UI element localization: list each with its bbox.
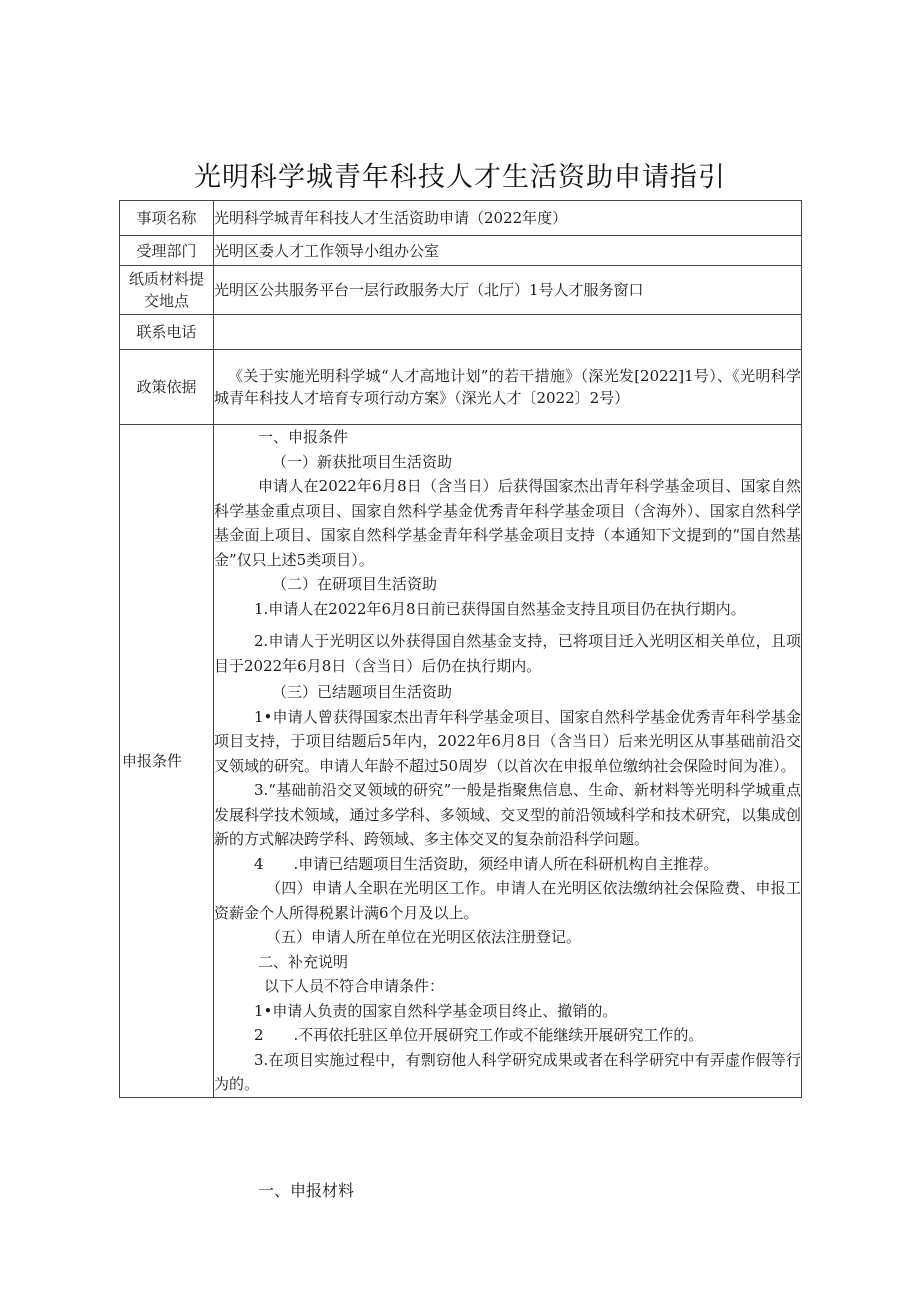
paragraph: （五）申请人所在单位在光明区依法注册登记。 (266, 928, 582, 946)
policy-value (214, 350, 802, 425)
paragraph: 3.“基础前沿交叉领域的研究”一般是指聚焦信息、生命、新材料等光明科学城重点发展科学技术领域，通过多学科、多领域、交叉型的前沿领域科学和技术研究，以集成创新的方式解决跨学科、跨领域、多主体交叉的复杂前沿科学问题。 (214, 781, 801, 848)
paragraph: 申请人在2022年6月8日（含当日）后获得国家杰出青年科学基金项目、国家自然科学基金重点项目、国家自然科学基金优秀青年科学基金项目（含海外）、国家自然科学基金面上项目、国家自然科学基金青年科学基金项目支持（本通知下文提到的“国自然基金”仅只上述5类项目）。 (214, 477, 801, 569)
paragraph: 1•申请人曾获得国家杰出青年科学基金项目、国家自然科学基金优秀青年科学基金项目支持，于项目结题后5年内，2022年6月8日（含当日）后来光明区从事基础前沿交叉领域的研究。申请人年龄不超过50周岁（以首次在申报单位缴纳社会保险时间为准）。 (214, 707, 801, 775)
location-value: 光明区公共服务平台一层行政服务大厅（北厅）1号人才服务窗口 (214, 266, 802, 315)
paragraph: 2 .不再依托驻区单位开展研究工作或不能继续开展研究工作的。 (254, 1026, 704, 1044)
subsection-heading: （二）在研项目生活资助 (272, 575, 438, 593)
table-row (120, 236, 802, 266)
paragraph: 2.申请人于光明区以外获得国自然基金支持，已将项目迁入光明区相关单位，且项目于2022年6月8日（含当日）后仍在执行期内。 (214, 632, 801, 675)
policy-text: 《关于实施光明科学城“人才高地计划”的若干措施》（深光发[2022]1号）、《光明科学城青年科技人才培育专项行动方案》（深光人才〔2022〕2号） (214, 367, 801, 407)
item-name-value: 光明科学城青年科技人才生活资助申请（2022年度） (214, 201, 802, 236)
department-value: 光明区委人才工作领导小组办公室 (214, 236, 802, 266)
guide-table (119, 200, 802, 1098)
table-row (120, 315, 802, 350)
section-heading: 一、申报条件 (258, 428, 349, 446)
table-row (120, 201, 802, 236)
subsection-heading: （一）新获批项目生活资助 (272, 452, 453, 471)
subsection-heading: （三）已结题项目生活资助 (272, 683, 453, 701)
page-title: 光明科学城青年科技人才生活资助申请指引 (194, 162, 726, 193)
paragraph: 1.申请人在2022年6月8日前已获得国自然基金支持且项目仍在执行期内。 (254, 599, 746, 618)
table-row (120, 266, 802, 315)
paragraph: 1•申请人负责的国家自然科学基金项目终止、撤销的。 (254, 1001, 618, 1020)
paragraph: 3.在项目实施过程中，有剽窃他人科学研究成果或者在科学研究中有弄虚作假等行为的。 (214, 1050, 801, 1093)
paragraph: 以下人员不符合申请条件： (264, 977, 445, 995)
phone-value (214, 315, 802, 350)
table-row (120, 425, 802, 1098)
conditions-value (214, 425, 802, 1098)
location-label: 纸质材料提交地点 (120, 266, 214, 315)
paragraph: 4 .申请已结题项目生活资助，须经申请人所在科研机构自主推荐。 (254, 854, 719, 873)
phone-label: 联系电话 (120, 315, 214, 350)
section-heading: 二、补充说明 (258, 952, 349, 971)
policy-label: 政策依据 (120, 350, 214, 425)
materials-heading: 一、申报材料 (258, 1181, 355, 1200)
item-name-label: 事项名称 (120, 201, 214, 236)
conditions-label: 申报条件 (120, 425, 214, 1098)
department-label: 受理部门 (120, 236, 214, 266)
table-row (120, 350, 802, 425)
paragraph: （四）申请人全职在光明区工作。申请人在光明区依法缴纳社会保险费、申报工资薪金个人所得税累计满6个月及以上。 (214, 879, 801, 922)
